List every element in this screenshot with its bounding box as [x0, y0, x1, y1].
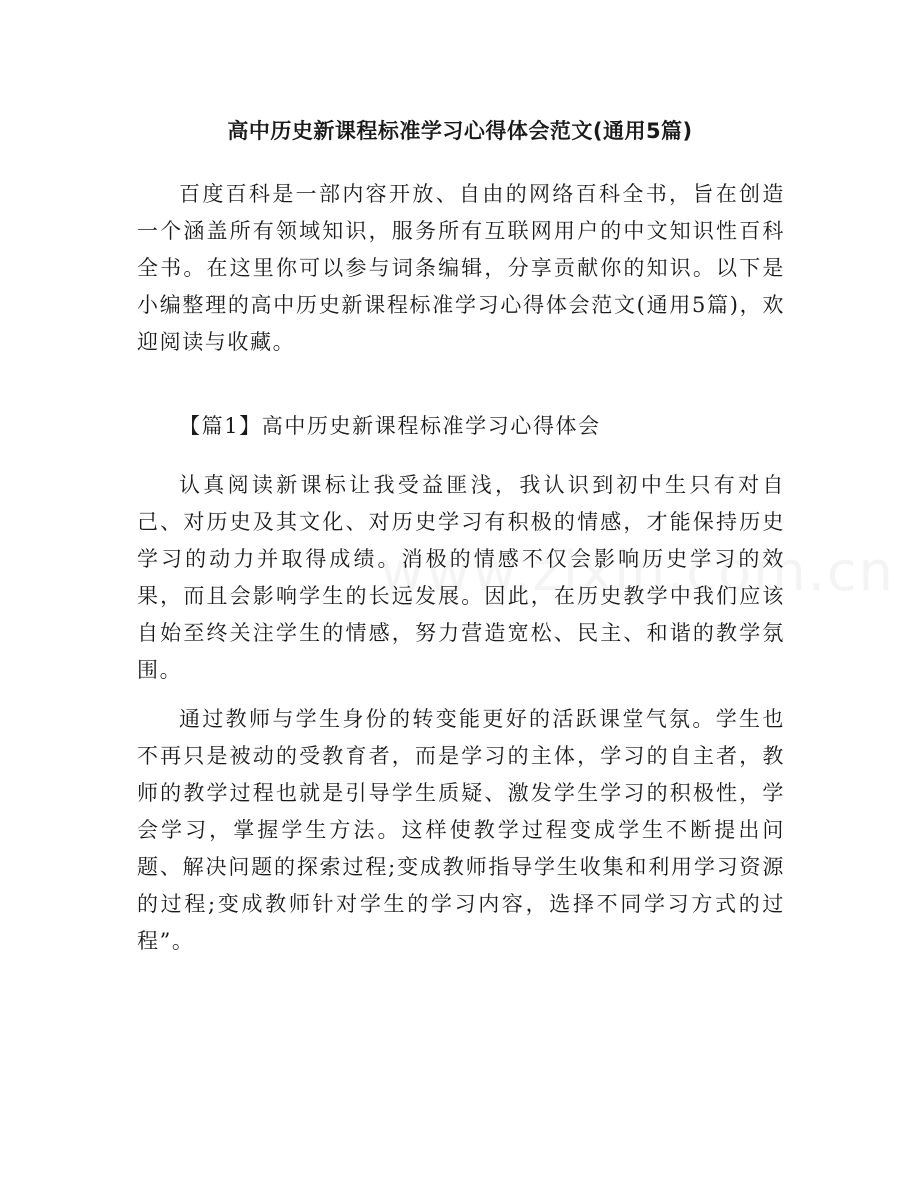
intro-paragraph	[137, 176, 785, 361]
body-paragraph-1	[137, 467, 785, 689]
paragraph-text: 通过教师与学生身份的转变能更好的活跃课堂气氛。学生也不再只是被动的受教育者，而是学习的主体，学习的自主者，教师的教学过程也就是引导学生质疑、激发学生学习的积极性，学会学习，掌握学生方法。这样使教学过程变成学生不断提出问题、解决问题的探索过程;变成教师指导学生收集和利用学习资源的过程;变成教师针对学生的学习内容，选择不同学习方式的过程”。	[137, 707, 785, 953]
body-paragraph-2	[137, 701, 785, 960]
section-heading-text: 【篇1】高中历史新课程标准学习心得体会	[179, 414, 601, 438]
section-heading	[137, 408, 785, 445]
paragraph-text: 百度百科是一部内容开放、自由的网络百科全书，旨在创造一个涵盖所有领域知识，服务所有互联网用户的中文知识性百科全书。在这里你可以参与词条编辑，分享贡献你的知识。以下是小编整理的高中历史新课程标准学习心得体会范文(通用5篇)，欢迎阅读与收藏。	[137, 182, 785, 354]
paragraph-text: 认真阅读新课标让我受益匪浅，我认识到初中生只有对自己、对历史及其文化、对历史学习有积极的情感，才能保持历史学习的动力并取得成绩。消极的情感不仅会影响历史学习的效果，而且会影响学生的长远发展。因此，在历史教学中我们应该自始至终关注学生的情感，努力营造宽松、民主、和谐的教学氛围。	[137, 473, 785, 682]
document-title: 高中历史新课程标准学习心得体会范文(通用5篇)	[227, 119, 693, 143]
